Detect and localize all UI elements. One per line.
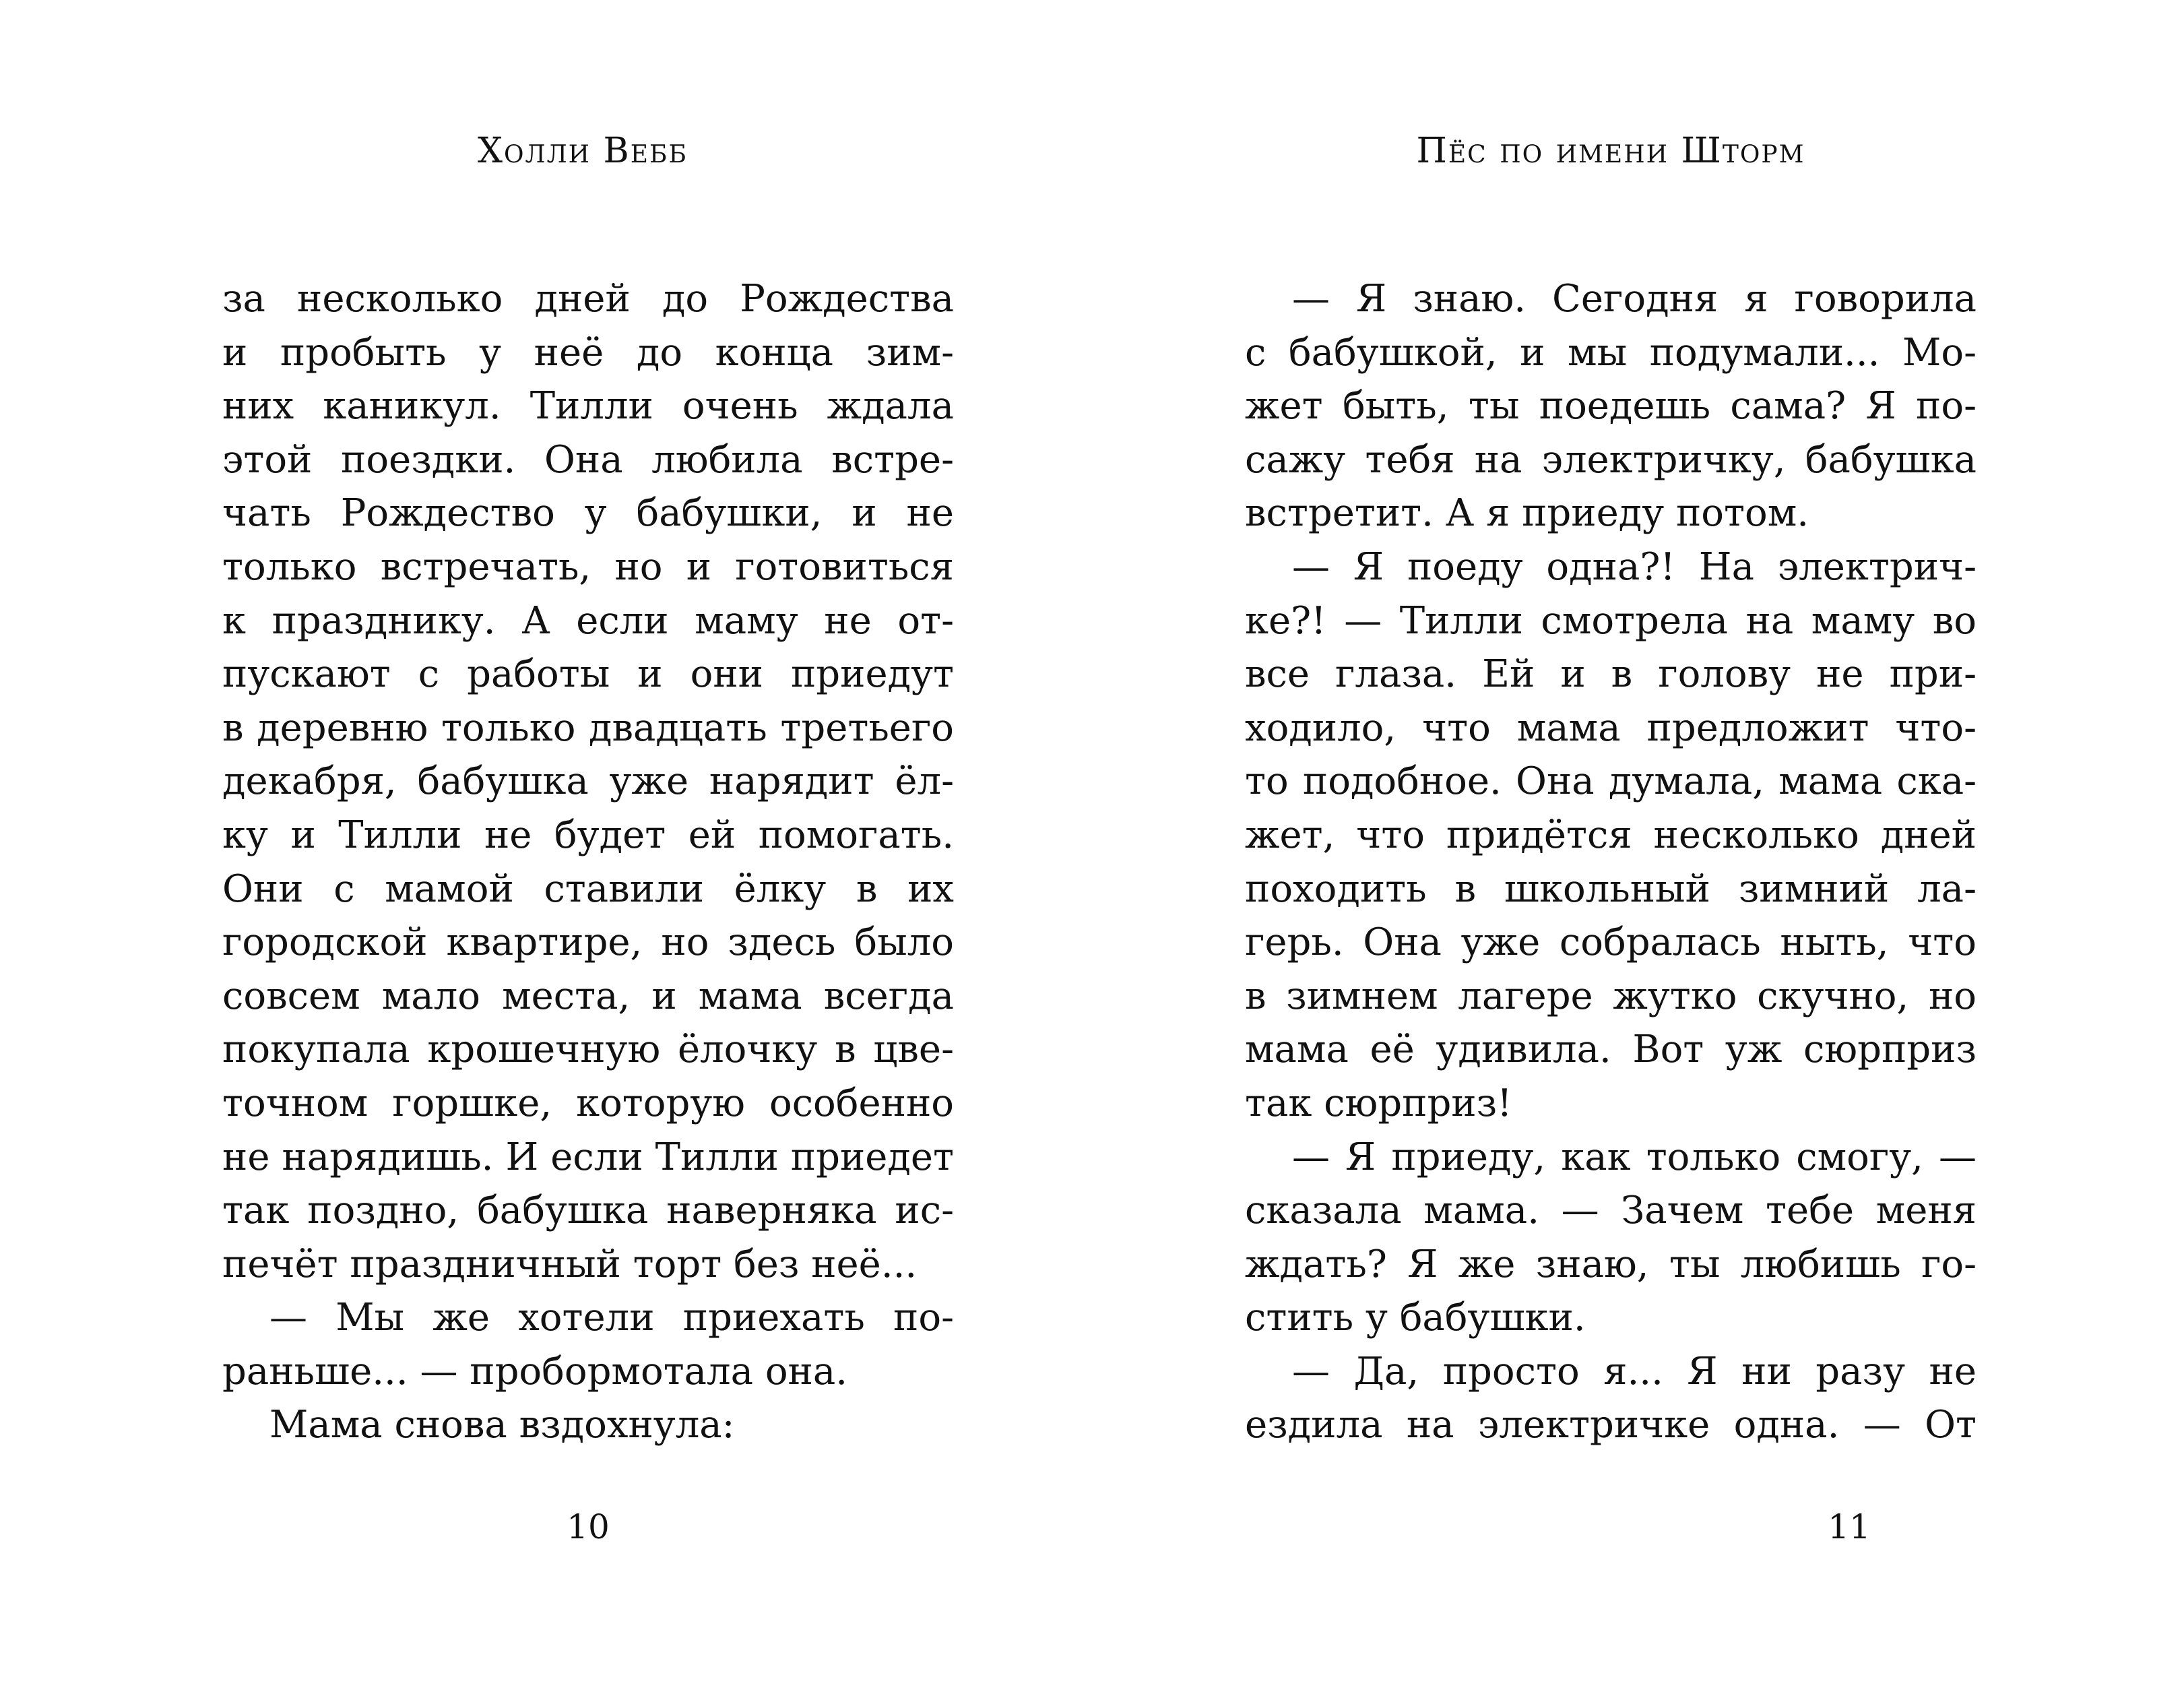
text-line: городской квартире, но здесь было <box>222 920 954 965</box>
text-line: только встречать, но и готовиться <box>222 544 954 589</box>
running-head-author: Холли Вебб <box>478 131 688 171</box>
text-line: совсем мало места, и мама всегда <box>222 974 954 1018</box>
body-text <box>1245 272 1977 1452</box>
text-line: в зимнем лагере жутко скучно, но <box>1245 974 1977 1018</box>
text-line: ке?! — Тилли смотрела на маму во <box>1245 598 1977 643</box>
text-line: точном горшке, которую особенно <box>222 1081 954 1125</box>
text-line: них каникул. Тилли очень ждала <box>222 384 954 429</box>
text-line: в деревню только двадцать третьего <box>222 705 954 750</box>
text-line: так сюрприз! <box>1245 1081 1512 1125</box>
text-line: — Я приеду, как только смогу, — <box>1292 1135 1977 1179</box>
text-line: мама её удивила. Вот уж сюрприз <box>1245 1028 1977 1072</box>
text-line: — Я поеду одна?! На электрич- <box>1292 544 1977 589</box>
text-line: не нарядишь. И если Тилли приедет <box>222 1135 954 1179</box>
text-line: за несколько дней до Рождества <box>222 277 954 321</box>
text-line: так поздно, бабушка наверняка ис- <box>222 1189 954 1233</box>
text-line: чать Рождество у бабушки, и не <box>222 491 954 536</box>
page-number: 11 <box>1828 1507 1871 1546</box>
text-line: герь. Она уже собралась ныть, что <box>1245 920 1977 965</box>
text-line: ездила на электричке одна. — От <box>1245 1403 1977 1447</box>
text-line: — Да, просто я... Я ни разу не <box>1292 1349 1977 1393</box>
text-line: пускают с работы и они приедут <box>222 652 954 697</box>
text-line: то подобное. Она думала, мама ска- <box>1245 759 1977 804</box>
text-line: печёт праздничный торт без неё... <box>222 1242 918 1286</box>
running-head-title: Пёс по имени Шторм <box>1416 131 1805 171</box>
text-line: жет быть, ты поедешь сама? Я по- <box>1245 384 1977 429</box>
text-line: к празднику. А если маму не от- <box>222 598 954 643</box>
text-line: ждать? Я же знаю, ты любишь го- <box>1245 1242 1977 1286</box>
text-line: стить у бабушки. <box>1245 1296 1586 1340</box>
text-line: декабря, бабушка уже нарядит ёл- <box>222 759 954 804</box>
text-line: этой поездки. Она любила встре- <box>222 437 954 482</box>
text-line: Они с мамой ставили ёлку в их <box>222 867 954 911</box>
text-line: — Мы же хотели приехать по- <box>269 1296 954 1340</box>
text-line: ку и Тилли не будет ей помогать. <box>222 813 954 857</box>
page-number: 10 <box>567 1507 610 1546</box>
text-line: походить в школьный зимний ла- <box>1245 867 1977 911</box>
text-line: и пробыть у неё до конца зим- <box>222 330 954 375</box>
text-line: покупала крошечную ёлочку в цве- <box>222 1028 954 1072</box>
text-line: встретит. А я приеду потом. <box>1245 491 1809 536</box>
text-line: с бабушкой, и мы подумали... Мо- <box>1245 330 1977 375</box>
text-line: все глаза. Ей и в голову не при- <box>1245 652 1977 697</box>
text-line: раньше... — пробормотала она. <box>222 1349 848 1393</box>
text-line: сажу тебя на электричку, бабушка <box>1245 437 1977 482</box>
text-line: сказала мама. — Зачем тебе меня <box>1245 1189 1977 1233</box>
text-line: жет, что придётся несколько дней <box>1245 813 1977 857</box>
text-line: Мама снова вздохнула: <box>269 1403 735 1447</box>
body-text <box>222 272 954 1452</box>
text-line: ходило, что мама предложит что- <box>1245 705 1977 750</box>
text-line: — Я знаю. Сегодня я говорила <box>1292 277 1977 321</box>
right-page <box>1092 0 2184 1696</box>
